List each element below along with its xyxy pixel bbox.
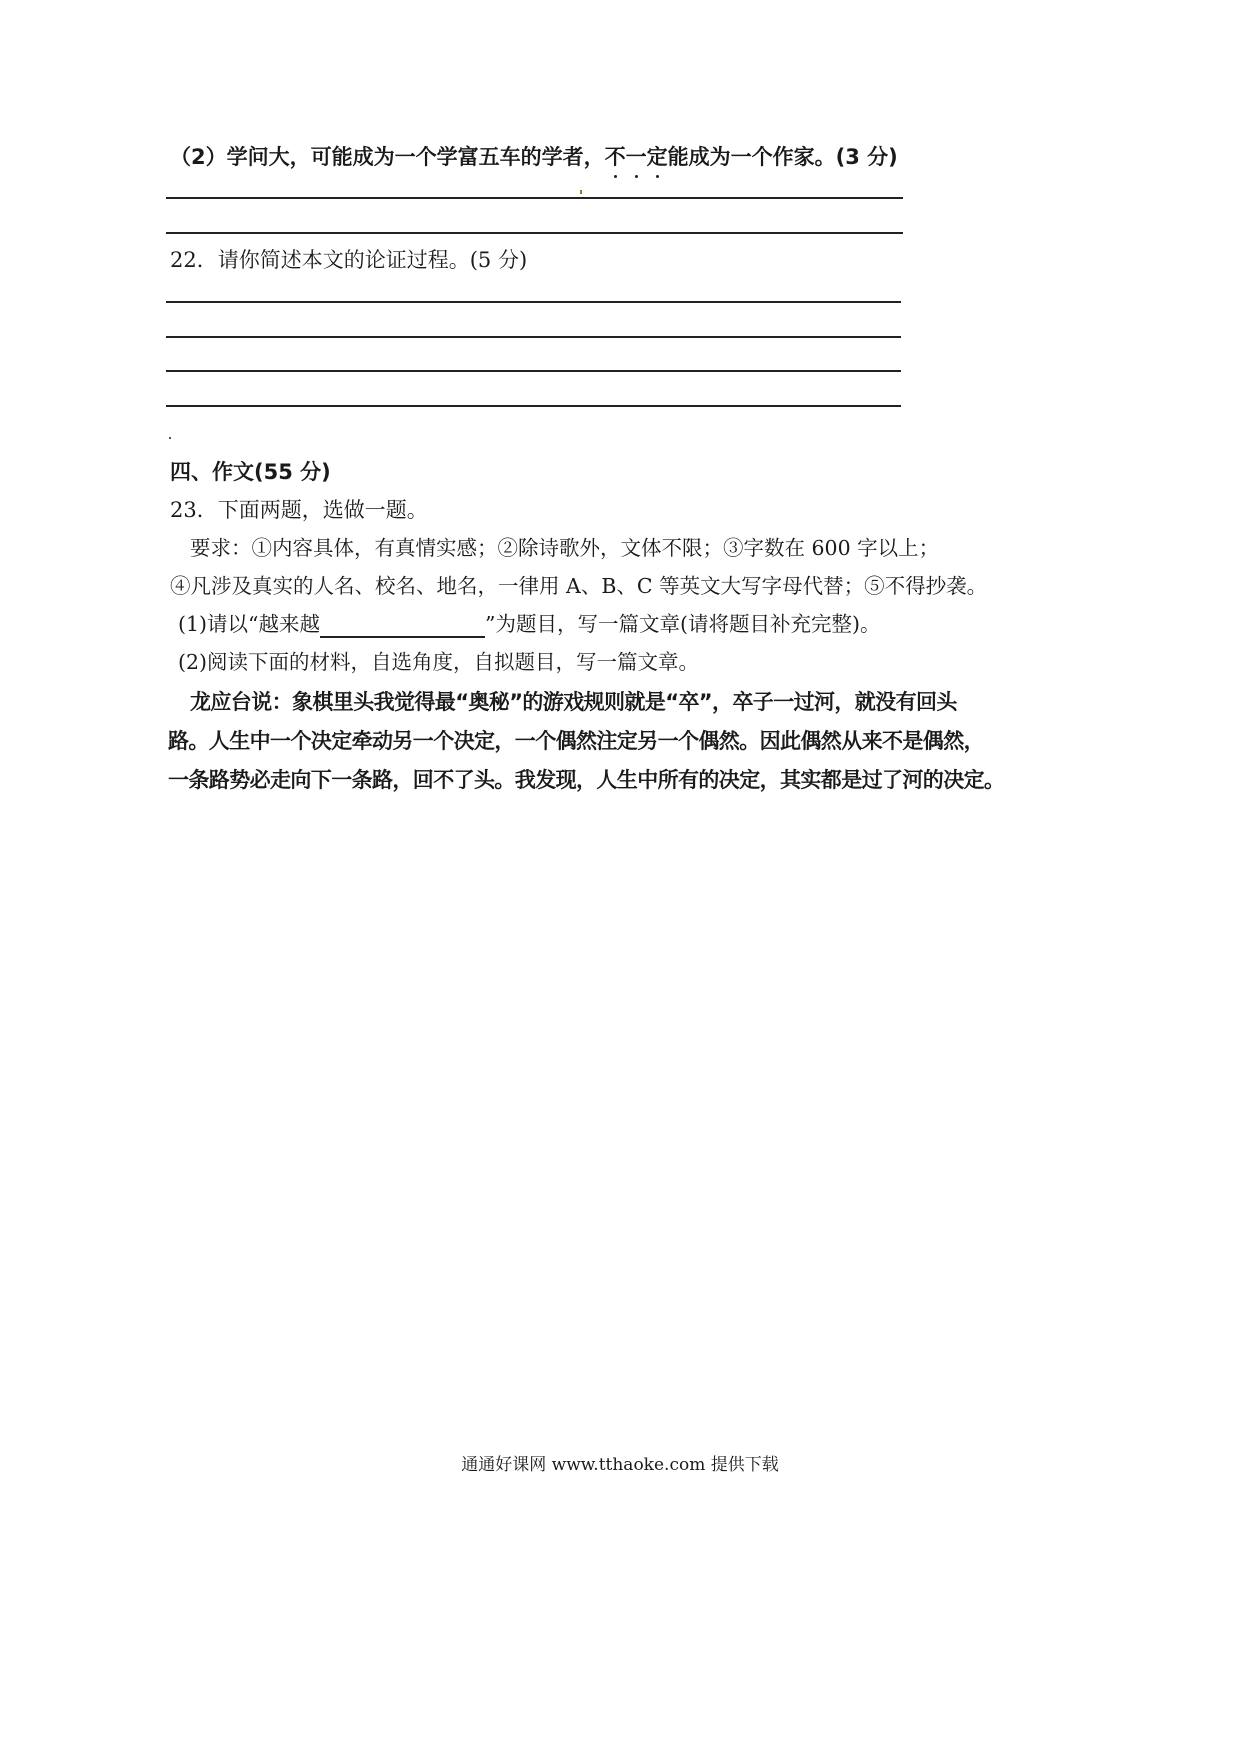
answer-line-22-3[interactable] (166, 370, 901, 372)
question-21-2-suffix: 能成为一个作家。(3 分) (667, 145, 898, 169)
stray-dot (169, 437, 171, 439)
answer-line-22-1[interactable] (166, 301, 901, 303)
material-line-1: 龙应台说：象棋里头我觉得最“奥秘”的游戏规则就是“卒”，卒子一过河，就没有回头 (190, 690, 957, 714)
question-23-intro: 23．下面两题，选做一题。 (170, 498, 428, 522)
question-22: 22．请你简述本文的论证过程。(5 分) (170, 248, 528, 272)
answer-line-21-1[interactable] (166, 197, 903, 199)
stray-mark (580, 190, 582, 194)
requirement-line-2: ④凡涉及真实的人名、校名、地名，一律用 A、B、C 等英文大写字母代替；⑤不得抄袭。 (170, 574, 988, 598)
requirement-line-1: 要求：①内容具体，有真情实感；②除诗歌外，文体不限；③字数在 600 字以上； (190, 536, 940, 560)
option-1 (178, 610, 881, 638)
title-blank[interactable] (320, 614, 485, 638)
option-1-suffix: ”为题目，写一篇文章(请将题目补充完整)。 (485, 612, 881, 636)
emphasis-char-2: 一 (625, 145, 647, 169)
emphasis-char-1: 不 (604, 145, 626, 169)
answer-line-22-2[interactable] (166, 336, 901, 338)
material-line-3: 一条路势必走向下一条路，回不了头。我发现，人生中所有的决定，其实都是过了河的决定。 (168, 768, 1005, 792)
question-21-2-prefix: （2）学问大，可能成为一个学富五车的学者， (170, 145, 605, 169)
option-2: (2)阅读下面的材料，自选角度，自拟题目，写一篇文章。 (178, 650, 700, 674)
material-line-2: 路。人生中一个决定牵动另一个决定，一个偶然注定另一个偶然。因此偶然从来不是偶然， (168, 729, 984, 753)
section-heading-composition: 四、作文(55 分) (170, 460, 331, 484)
footer-attribution: 通通好课网 www.tthaoke.com 提供下载 (461, 1455, 779, 1475)
answer-line-22-4[interactable] (166, 405, 901, 407)
emphasis-char-3: 定 (646, 145, 668, 169)
question-21-2 (170, 143, 898, 171)
answer-line-21-2[interactable] (166, 232, 903, 234)
option-1-prefix: (1)请以“越来越 (178, 612, 321, 636)
